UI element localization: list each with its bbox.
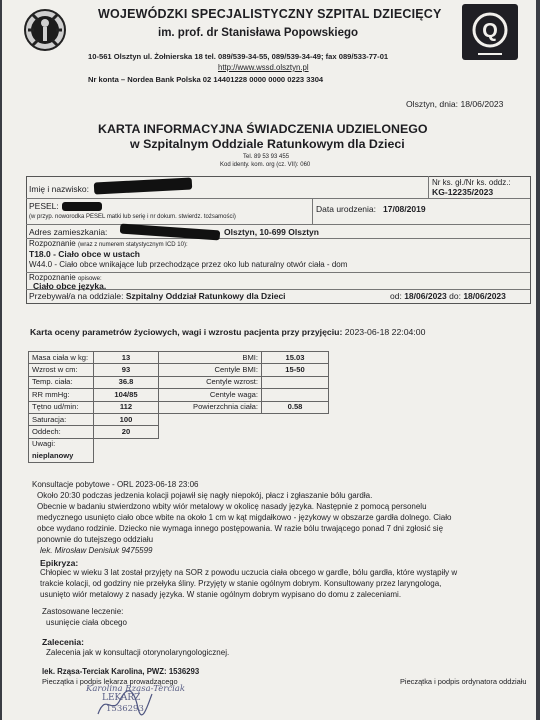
stay-from-date: 18/06/2023	[404, 291, 447, 301]
height-value: 93	[94, 364, 159, 376]
diagnosis-secondary: W44.0 - Ciało obce wnikające lub przechodzące przez oko lub naturalny otwór ciała - dom	[29, 260, 348, 269]
table-row	[29, 389, 329, 401]
height-centile-value	[262, 376, 329, 388]
consultation-signature: lek. Mirosław Denisiuk 9475599	[40, 546, 153, 555]
vitals-title: Karta oceny parametrów życiowych, wagi i wzrostu pacjenta przy przyjęciu:	[30, 327, 343, 337]
address-label: Adres zamieszkania:	[29, 227, 108, 237]
stay-to-date: 18/06/2023	[463, 291, 506, 301]
document-title: KARTA INFORMACYJNA ŚWIADCZENIA UDZIELONEGO	[98, 122, 428, 136]
descriptive-diagnosis-note: opisowe:	[77, 276, 102, 282]
bmi-centile-label: Centyle BMI:	[159, 364, 262, 376]
bmi-value: 15.03	[262, 352, 329, 364]
weight-centile-label: Centyle waga:	[159, 389, 262, 401]
stay-to-label: do:	[449, 291, 461, 301]
pulse-value: 112	[94, 401, 159, 413]
table-row	[29, 364, 329, 376]
diagnosis-note: (wraz z numerem statystycznym ICD 10):	[77, 242, 188, 248]
blood-pressure-label: RR mmHg:	[29, 389, 94, 401]
consultation-line: Obecnie w badaniu stwierdzono wbity wiór metalowy w okolicę nasady języka. Następnie z pomocą personelu	[37, 502, 427, 511]
saturation-label: Saturacja:	[29, 413, 94, 425]
ward-label: Przebywał/a na oddziale:	[29, 291, 124, 301]
document-page	[2, 0, 536, 720]
hospital-address: 10-561 Olsztyn ul. Żołnierska 18 tel. 089/539-34-55, 089/539-34-49; fax 089/533-77-01	[88, 52, 389, 61]
name-label: Imię i nazwisko:	[29, 184, 89, 194]
department-phone: Tel. 89 53 93 455	[243, 154, 290, 160]
bmi-centile-value: 15-50	[262, 364, 329, 376]
quality-certificate-logo	[462, 4, 518, 60]
issue-date: Olsztyn, dnia: 18/06/2023	[406, 99, 504, 109]
respiration-label: Oddech:	[29, 426, 94, 438]
table-row	[29, 401, 329, 413]
table-row	[29, 352, 329, 364]
table-row	[29, 450, 329, 462]
recommendations-label: Zalecenia:	[42, 637, 85, 647]
consultation-line: ponownie do tutejszego oddziału	[37, 535, 154, 544]
consultation-line: medycznego usunięto ciało obce wbite na około 1 cm w kąt migdałkowo - językowy w obszarze gardła dolnego. Ciało	[37, 513, 452, 522]
redacted-pesel	[62, 202, 102, 211]
dob-label: Data urodzenia:	[316, 204, 377, 214]
stamp-number: 1536293	[106, 704, 144, 714]
weight-label: Masa ciała w kg:	[29, 352, 94, 364]
height-centile-label: Centyle wzrost:	[159, 376, 262, 388]
body-surface-value: 0.58	[262, 401, 329, 413]
consultation-line: Około 20:30 podczas jedzenia kolacji pojawił się nagły niepokój, płacz i zgłaszanie bólu gardła.	[37, 491, 373, 500]
pulse-label: Tętno ud/min:	[29, 401, 94, 413]
treatment-label: Zastosowane leczenie:	[42, 607, 124, 616]
epicrisis-label: Epikryza:	[40, 558, 79, 568]
descriptive-diagnosis-label: Rozpoznanie	[29, 273, 76, 282]
hospital-name: WOJEWÓDZKI SPECJALISTYCZNY SZPITAL DZIECIĘCY	[98, 7, 442, 21]
bank-account: Nr konta – Nordea Bank Polska 02 14401228 0000 0000 0223 3304	[88, 75, 324, 84]
stamp-doctor-name: Karolina Rząsa-Terciak	[86, 684, 186, 694]
department-code: Kod identy. kom. org (cz. VII): 060	[220, 162, 311, 168]
register-number-label: Nr ks. gł./Nr ks. oddz.:	[432, 178, 511, 187]
weight-value: 13	[94, 352, 159, 364]
stamp-title: LEKARZ	[102, 693, 141, 703]
pesel-label: PESEL:	[29, 201, 59, 211]
doctor-stamp-caption: Pieczątka i podpis lekarza prowadzącego	[42, 677, 178, 686]
hospital-website-link[interactable]: http://www.wssd.olsztyn.pl	[218, 63, 309, 72]
consultation-line: obce wydano rodzinie. Dziecko nie wymaga innego postępowania. W razie bólu trwającego ponad 7 dni zgłosić się	[37, 524, 444, 533]
document-subtitle: w Szpitalnym Oddziale Ratunkowym dla Dzieci	[130, 137, 405, 151]
vitals-datetime: 2023-06-18 22:04:00	[344, 327, 426, 337]
register-number: KG-12235/2023	[432, 187, 494, 197]
quality-q-icon	[462, 4, 518, 60]
body-surface-label: Powierzchnia ciała:	[159, 401, 262, 413]
epicrisis-line: trakcie kolacji, od godziny nie przełyka śliny. Przyjęty w stanie ogólnym dobrym. Konsultowany przez laryngologa,	[40, 579, 442, 588]
stay-from-label: od:	[390, 291, 402, 301]
epicrisis-line: Chłopiec w wieku 3 lat został przyjęty na SOR z powodu uczucia ciała obcego w gardle, bólu gardła, które wystąpiły w	[40, 568, 458, 577]
remarks-value: nieplanowy	[29, 450, 94, 462]
recommendations-value: Zalecenia jak w konsultacji otorynolaryngologicznej.	[46, 648, 230, 657]
treatment-value: usunięcie ciała obcego	[46, 618, 127, 627]
epicrisis-line: usunięto wiór metalowy z nasady języka. W stanie ogólnym dobrym wypisano do domu z zaleceniami.	[40, 590, 402, 599]
remarks-label: Uwagi:	[29, 438, 94, 450]
pesel-note: (w przyp. noworodka PESEL matki lub serię i nr dokum. stwierdz. tożsamości)	[29, 214, 236, 220]
descriptive-diagnosis: Ciało obce języka.	[33, 281, 107, 291]
bmi-label: BMI:	[159, 352, 262, 364]
respiration-value: 20	[94, 426, 159, 438]
diagnosis-label: Rozpoznanie	[29, 239, 76, 248]
head-stamp-caption: Pieczątka i podpis ordynatora oddziału	[400, 677, 527, 686]
temperature-value: 36.8	[94, 376, 159, 388]
svg-text:Q: Q	[482, 20, 498, 42]
address-value: Olsztyn, 10-699 Olsztyn	[224, 227, 319, 237]
temperature-label: Temp. ciała:	[29, 376, 94, 388]
table-row	[29, 413, 329, 425]
dob-value: 17/08/2019	[383, 204, 426, 214]
table-row	[29, 438, 329, 450]
ward-value: Szpitalny Oddział Ratunkowy dla Dzieci	[125, 291, 286, 301]
hospital-patron: im. prof. dr Stanisława Popowskiego	[158, 27, 359, 39]
attending-doctor: lek. Rząsa-Terciak Karolina, PWZ: 1536293	[42, 667, 200, 676]
height-label: Wzrost w cm:	[29, 364, 94, 376]
table-row	[29, 426, 329, 438]
hospital-emblem-icon	[22, 6, 68, 58]
weight-centile-value	[262, 389, 329, 401]
saturation-value: 100	[94, 413, 159, 425]
consultation-header: Konsultacje pobytowe - ORL 2023-06-18 23:06	[32, 480, 199, 489]
table-row	[29, 376, 329, 388]
blood-pressure-value: 104/85	[94, 389, 159, 401]
signature-scribble	[94, 686, 154, 718]
diagnosis-primary: T18.0 - Ciało obce w ustach	[29, 249, 141, 259]
vitals-table	[28, 351, 329, 463]
